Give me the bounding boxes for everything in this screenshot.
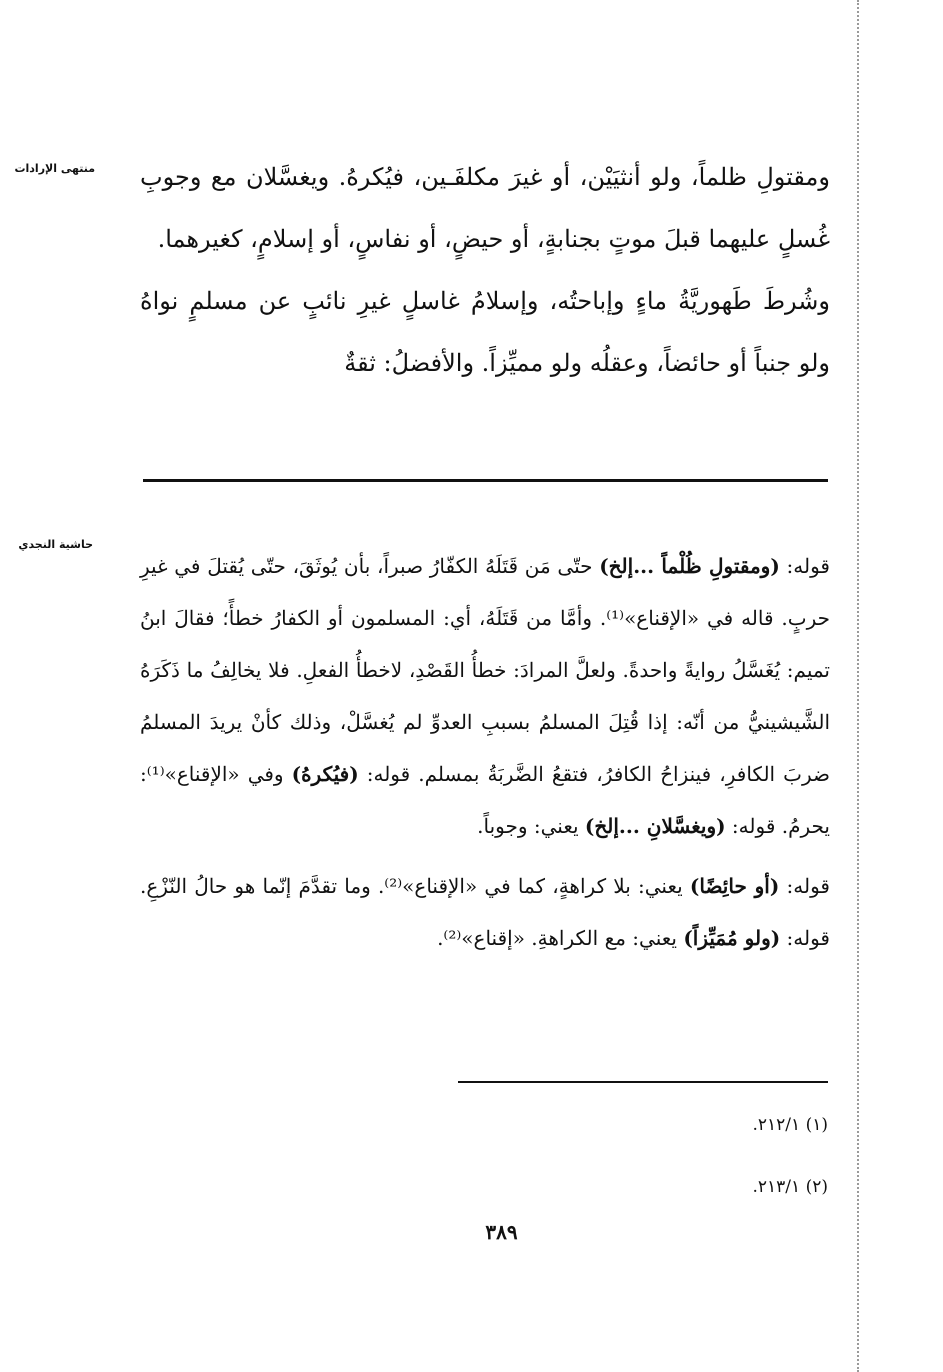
footnote-2: (٢) ٢١٣/١. [752,1177,828,1197]
margin-label-main-text: منتهى الإرادات [14,162,95,175]
commentary-lemma: (فيُكرهُ) [291,762,359,786]
commentary-lemma: (أو حائِضًا) [689,874,780,898]
page-number-text: ٣٨٩ [485,1220,518,1244]
commentary-block [140,540,830,964]
commentary-lemma: (ولو مُمَيِّزاً) [683,926,781,950]
commentary-text: حتّى مَن قَتَلَهُ الكفّارُ صبراً، بأن يُوثَقَ، حتّى يُقتلَ في غيرِ حربٍ. قاله في «الإقناع»⁽¹⁾. وأمَّا من قَتَلَهُ، أي: المسلمون أو الكفارُ خطأً؛ فقالَ ابنُ تميم: يُغَسَّلُ روايةً واحدةً. ولعلَّ المرادَ: خطأُ القَصْدِ، لاخطأُ الفعلِ. فلا يخالِفُ ما ذَكَرَهُ الشَّيشينيُّ من أنّه: إذا قُتِلَ المسلمُ بسببِ العدوِّ لم يُغسَّلْ، وذلك كأنْ يريدَ المسلمُ ضربَ الكافرِ، فينزاحُ الكافرُ، فتقعُ الضَّربَةُ بمسلم. قوله: [140,554,831,786]
margin-label-commentary: حاشية النجدي [18,538,93,551]
main-paragraph: ومقتولِ ظلماً، ولو أنثيَيْن، أو غيرَ مكلفَـين، فيُكرهُ. ويغسَّلان مع وجوبِ غُسلٍ عليهما قبلَ موتٍ بجنابةٍ، أو حيضٍ، أو نفاسٍ، أو إسلامٍ، كغيرهما. [140,163,830,253]
commentary-text: يعني: مع الكراهةِ. «إقناع»⁽²⁾. [437,926,684,950]
binding-edge-dotted-line [857,0,859,1372]
main-text-block [140,146,830,394]
main-text-separator [143,479,828,482]
commentary-lemma: (ومقتولِ ظُلْماً ...إلخ) [599,554,780,578]
footnotes [600,1094,828,1218]
commentary-text: وفي «الإقناع»⁽¹⁾: يحرمُ. قوله: [140,762,830,838]
commentary-lemma: (ويغسَّلانِ ...إلخ) [584,814,726,838]
commentary-paragraph [140,540,830,852]
commentary-paragraph [140,860,830,964]
commentary-text: قوله: [779,874,830,898]
commentary-text: قوله: [779,554,830,578]
footnote-separator [458,1081,828,1083]
commentary-text: يعني: بلا كراهةٍ، كما في «الإقناع»⁽²⁾. وما تقدَّمَ إنّما هو حالُ النّزْعِ. قوله: [140,874,830,950]
page-number [0,1220,943,1244]
commentary-text: يعني: وجوباً. [477,814,585,838]
main-paragraph: وشُرطَ طَهوريَّةُ ماءٍ وإباحتُه، وإسلامُ غاسلٍ غيرِ نائبٍ عن مسلمٍ نواهُ ولو جنباً أو حائضاً، وعقلُه ولو مميِّزاً. والأفضلُ: ثقةٌ [140,287,830,377]
footnote-1: (١) ٢١٢/١. [752,1115,828,1135]
